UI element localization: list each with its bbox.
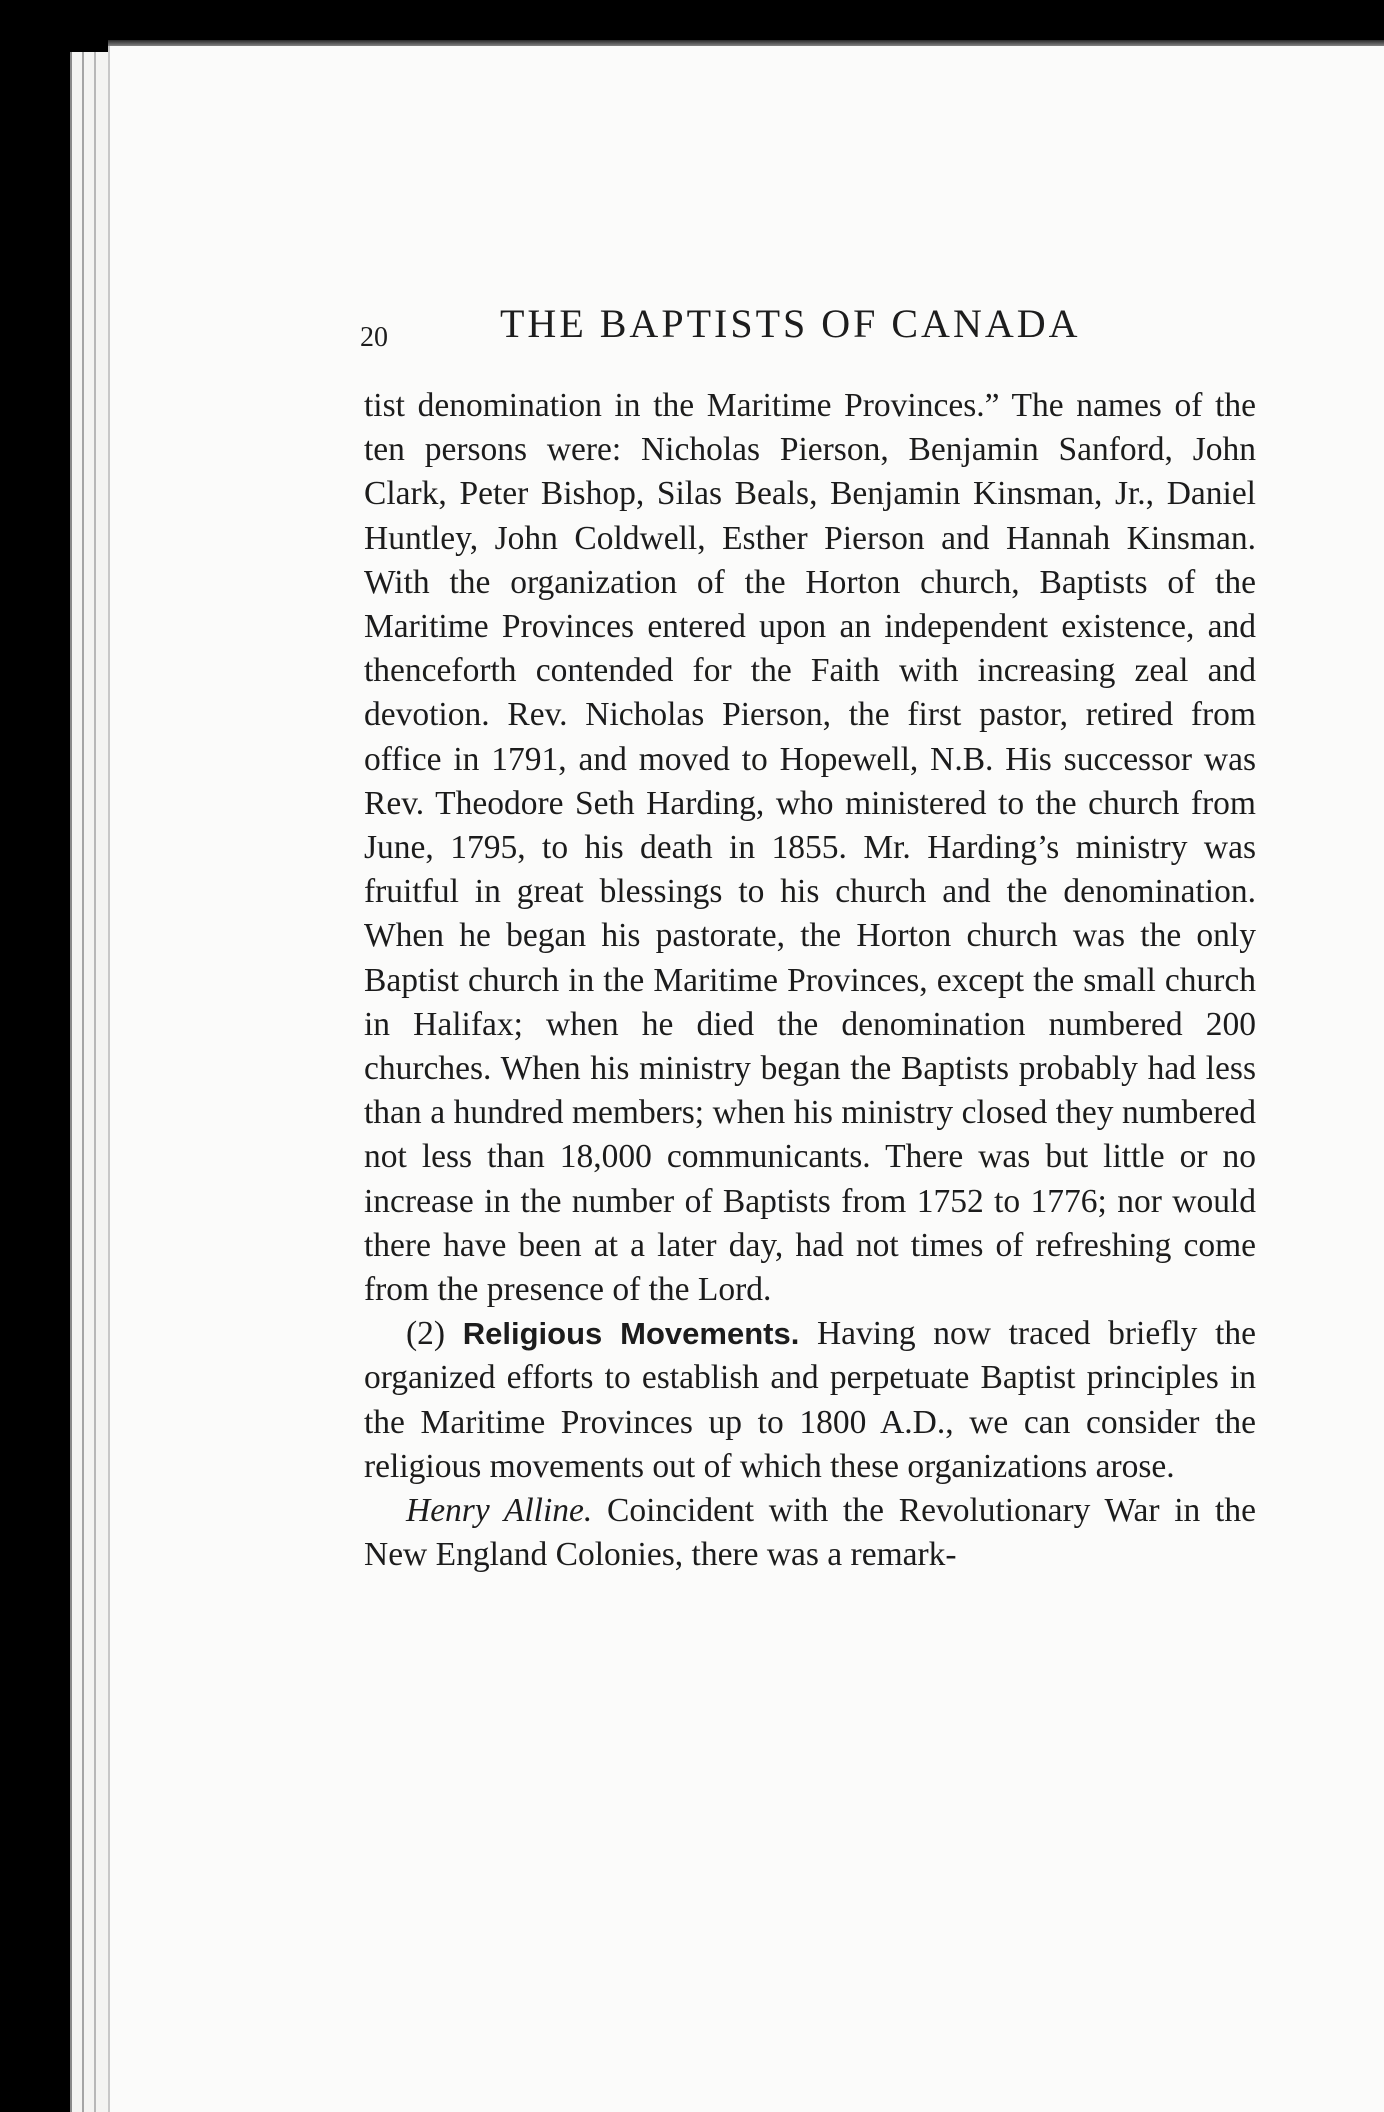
paragraph-religious-movements xyxy=(364,1312,1256,1489)
paragraph-text: Coincident with the Revolutionary War in the New England Colonies, there was a remark- xyxy=(364,1492,1256,1574)
body-text xyxy=(364,384,1256,1577)
running-title: THE BAPTISTS OF CANADA xyxy=(500,301,1081,346)
paragraph-continuation xyxy=(364,384,1256,1312)
section-number: (2) xyxy=(406,1315,446,1353)
run-in-heading: Henry Alline. xyxy=(406,1492,593,1530)
paragraph-text: tist denomination in the Maritime Provinces.” The names of the ten persons were: Nicholas Pierson, Benjamin Sanford, John Clark, Peter Bishop, Silas Beals, Benjamin Kinsman, Jr., Daniel Huntley, John Coldwell, Esther Pierson and Hannah Kinsman. With the organization of the Horton church, Baptists of the Maritime Provinces entered upon an independent existence, and thenceforth contended for the Faith with increasing zeal and devotion. Rev. Nicholas Pierson, the first pastor, retired from office in 1791, and moved to Hopewell, N.B. His successor was Rev. Theodore Seth Harding, who ministered to the church from June, 1795, to his death in 1855. Mr. Harding’s ministry was fruitful in great blessings to his church and the denomination. When he began his pastorate, the Horton church was the only Baptist church in the Maritime Provinces, except the small church in Halifax; when he died the denomination numbered 200 churches. When his ministry began the Baptists probably had less than a hundred members; when his ministry closed they numbered not less than 18,000 communicants. There was but little or no increase in the number of Baptists from 1752 to 1776; nor would there have been at a later day, had not times of refreshing come from the presence of the Lord. xyxy=(364,387,1256,1309)
paragraph-text: Having now traced briefly the organized efforts to establish and perpetuate Baptist principles in the Maritime Provinces up to 1800 A.D., we can consider the religious movements out of which these organizations arose. xyxy=(364,1315,1256,1485)
page-number: 20 xyxy=(360,322,388,353)
section-heading: Religious Movements. xyxy=(462,1316,800,1352)
paragraph-henry-alline xyxy=(364,1489,1256,1577)
